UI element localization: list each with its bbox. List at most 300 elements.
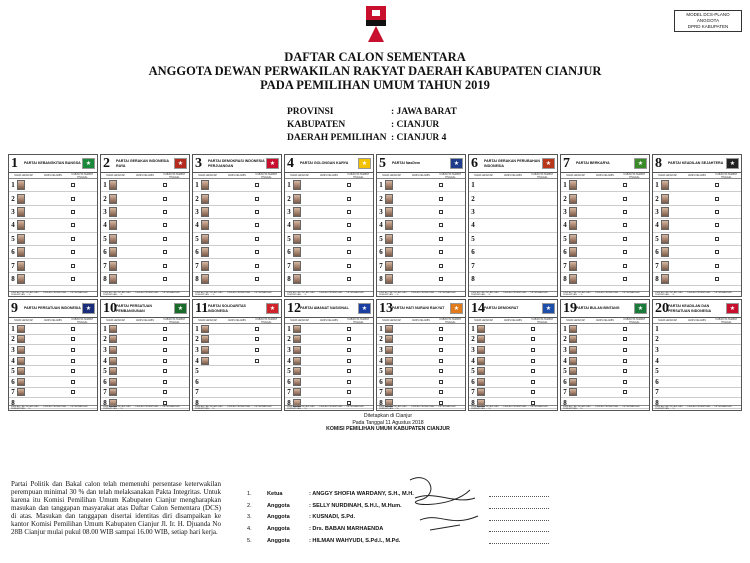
party-panel: [8, 299, 98, 411]
candidate-photo: [385, 247, 393, 257]
column-header: NAMA LENGKAP: [566, 174, 586, 177]
candidate-row: [193, 377, 281, 388]
member-role: Anggota: [267, 526, 290, 533]
gender-box: [623, 359, 627, 363]
party-header: [9, 300, 97, 318]
candidate-row: [561, 246, 649, 259]
gender-box: [531, 390, 535, 394]
candidate-photo: [17, 180, 25, 190]
candidate-number: 3: [195, 345, 199, 354]
candidate-photo: [293, 247, 301, 257]
column-header: JENIS KELAMIN: [596, 174, 614, 177]
candidate-photo: [385, 194, 393, 204]
candidate-number: 7: [655, 261, 659, 270]
party-number: 1: [11, 155, 18, 171]
gender-box: [255, 348, 259, 352]
candidate-row: [653, 366, 741, 377]
party-logo-icon: ★: [450, 158, 463, 169]
gender-box: [71, 223, 75, 227]
candidate-number: 5: [287, 367, 291, 376]
party-panel: [100, 154, 190, 297]
document-titles: [0, 50, 750, 92]
candidate-number: 8: [563, 274, 567, 283]
candidate-row: [469, 377, 557, 388]
candidate-photo: [385, 274, 393, 284]
column-header: JENIS KELAMIN: [596, 319, 614, 322]
candidate-number: 4: [379, 356, 383, 365]
candidate-number: 5: [195, 367, 199, 376]
candidate-number: 4: [563, 221, 567, 230]
model-box-line1: MODEL DCS-PLANO ANGGOTA: [686, 12, 730, 23]
candidate-row: [285, 246, 373, 259]
column-header: JENIS KELAMIN: [44, 174, 62, 177]
member-row: [247, 489, 549, 501]
candidate-row: [285, 366, 373, 377]
candidate-photo: [109, 220, 117, 230]
candidate-row: [285, 388, 373, 399]
candidate-number: 2: [11, 335, 15, 344]
gender-box: [347, 390, 351, 394]
column-header: NAMA LENGKAP: [14, 319, 34, 322]
model-box-line2: DPRD KABUPATEN: [687, 24, 729, 29]
candidate-row: [101, 192, 189, 205]
candidate-photo: [293, 234, 301, 244]
party-name: PARTAI KEBANGKITAN BANGSA: [24, 161, 81, 166]
party-logo-icon: ★: [174, 158, 187, 169]
candidate-number: 8: [471, 398, 475, 407]
candidate-photo: [477, 346, 485, 354]
candidate-number: 1: [379, 324, 383, 333]
gender-box: [255, 250, 259, 254]
gender-box: [347, 183, 351, 187]
candidate-number: 1: [471, 324, 475, 333]
party-name: PARTAI GERAKAN INDONESIA RAYA: [116, 159, 169, 168]
gender-box: [163, 183, 167, 187]
column-header: KAB/KOTA TEMPAT TINGGAL: [347, 172, 370, 179]
column-header: KAB/KOTA TEMPAT TINGGAL: [439, 172, 462, 179]
column-header: JENIS KELAMIN: [228, 319, 246, 322]
gender-box: [439, 390, 443, 394]
candidate-row: [193, 259, 281, 272]
title-line3: PADA PEMILIHAN UMUM TAHUN 2019: [260, 78, 490, 92]
panel-footer: JUMLAH CALON LAKI-LAKI : ... JUMLAH PEREMPUAN : ... KETERWAKILAN PEREMPUAN : ...%: [653, 291, 741, 296]
candidate-photo: [293, 388, 301, 396]
party-logo-icon: ★: [726, 303, 739, 314]
candidate-row: [193, 192, 281, 205]
candidate-number: 5: [563, 367, 567, 376]
candidate-row: [377, 246, 465, 259]
title-line1: DAFTAR CALON SEMENTARA: [284, 50, 466, 64]
member-name: : HILMAN WAHYUDI, S.Pd.I., M.Pd.: [309, 537, 401, 544]
candidate-number: 7: [471, 261, 475, 270]
candidate-row: [101, 219, 189, 232]
gender-box: [623, 197, 627, 201]
candidate-row: [9, 179, 97, 192]
signature-line: [489, 539, 549, 544]
candidate-photo: [293, 378, 301, 386]
column-header: NAMA LENGKAP: [474, 319, 494, 322]
candidate-row: [101, 335, 189, 346]
gender-box: [163, 277, 167, 281]
column-header: NAMA LENGKAP: [290, 319, 310, 322]
column-header: NAMA LENGKAP: [658, 319, 678, 322]
candidate-row: [469, 356, 557, 367]
candidate-number: 7: [379, 261, 383, 270]
candidate-number: 7: [195, 388, 199, 397]
party-panel: [284, 154, 374, 297]
gender-box: [439, 380, 443, 384]
party-logo-icon: ★: [358, 303, 371, 314]
gender-box: [163, 223, 167, 227]
candidate-number: 4: [471, 356, 475, 365]
gender-box: [163, 390, 167, 394]
candidate-number: 2: [287, 194, 291, 203]
candidate-photo: [17, 346, 25, 354]
candidate-photo: [477, 357, 485, 365]
candidate-row: [193, 366, 281, 377]
candidate-photo: [201, 335, 209, 343]
party-header: [193, 300, 281, 318]
column-header: KAB/KOTA TEMPAT TINGGAL: [163, 172, 186, 179]
gender-box: [439, 337, 443, 341]
gender-box: [347, 369, 351, 373]
gender-box: [531, 327, 535, 331]
party-number: 8: [655, 155, 662, 171]
gender-box: [531, 337, 535, 341]
gender-box: [255, 337, 259, 341]
column-header: JENIS KELAMIN: [412, 319, 430, 322]
candidate-photo: [17, 194, 25, 204]
party-number: 6: [471, 155, 478, 171]
panel-footer: JUMLAH CALON LAKI-LAKI : ... JUMLAH PEREMPUAN : ... KETERWAKILAN PEREMPUAN : ...%: [653, 405, 741, 410]
candidate-photo: [109, 207, 117, 217]
party-number: 7: [563, 155, 570, 171]
candidate-photo: [661, 234, 669, 244]
candidate-number: 2: [563, 335, 567, 344]
candidate-row: [561, 259, 649, 272]
candidate-row: [101, 246, 189, 259]
candidate-photo: [201, 325, 209, 333]
party-name: PARTAI DEMOKRASI INDONESIA PERJUANGAN: [208, 159, 265, 168]
candidate-number: 1: [655, 181, 659, 190]
party-number: 5: [379, 155, 386, 171]
candidate-row: [469, 273, 557, 286]
candidate-number: 7: [11, 261, 15, 270]
party-header: [377, 300, 465, 318]
candidate-row: [653, 377, 741, 388]
column-header: KAB/KOTA TEMPAT TINGGAL: [71, 172, 94, 179]
gender-box: [71, 359, 75, 363]
column-header: KAB/KOTA TEMPAT TINGGAL: [531, 317, 554, 324]
candidate-row: [653, 233, 741, 246]
party-header: [9, 155, 97, 173]
party-panel: [8, 154, 98, 297]
candidate-row: [101, 324, 189, 335]
gender-box: [347, 264, 351, 268]
panel-footer: JUMLAH CALON LAKI-LAKI : ... JUMLAH PEREMPUAN : ... KETERWAKILAN PEREMPUAN : ...%: [193, 405, 281, 410]
party-name: PARTAI AMANAT NASIONAL: [300, 306, 349, 311]
column-header: JENIS KELAMIN: [504, 174, 522, 177]
gender-box: [715, 277, 719, 281]
candidate-number: 8: [287, 274, 291, 283]
member-name: : SELLY NURDINAH, S.H.I., M.Hum.: [309, 502, 402, 509]
gender-box: [623, 380, 627, 384]
column-header: JENIS KELAMIN: [320, 319, 338, 322]
gender-box: [255, 359, 259, 363]
party-header: [377, 155, 465, 173]
party-number: 2: [103, 155, 110, 171]
candidate-row: [469, 206, 557, 219]
column-header: JENIS KELAMIN: [688, 319, 706, 322]
column-header: KAB/KOTA TEMPAT TINGGAL: [715, 172, 738, 179]
candidate-photo: [17, 261, 25, 271]
candidate-photo: [201, 180, 209, 190]
column-header: KAB/KOTA TEMPAT TINGGAL: [623, 172, 646, 179]
candidate-number: 6: [471, 377, 475, 386]
candidate-photo: [17, 220, 25, 230]
candidate-number: 1: [103, 181, 107, 190]
candidate-row: [101, 345, 189, 356]
candidate-number: 8: [287, 398, 291, 407]
gender-box: [347, 223, 351, 227]
gender-box: [439, 348, 443, 352]
candidate-row: [193, 179, 281, 192]
candidate-row: [469, 179, 557, 192]
candidate-number: 7: [195, 261, 199, 270]
candidate-row: [9, 219, 97, 232]
candidate-photo: [17, 274, 25, 284]
column-header: JENIS KELAMIN: [136, 319, 154, 322]
candidate-number: 3: [379, 345, 383, 354]
column-header: NAMA LENGKAP: [106, 174, 126, 177]
candidate-photo: [661, 180, 669, 190]
candidate-photo: [109, 325, 117, 333]
candidate-number: 1: [195, 324, 199, 333]
gender-box: [163, 337, 167, 341]
panel-footer: JUMLAH CALON LAKI-LAKI : ... JUMLAH PEREMPUAN : ... KETERWAKILAN PEREMPUAN : ...%: [101, 405, 189, 410]
candidate-number: 7: [287, 388, 291, 397]
gender-box: [439, 277, 443, 281]
gender-box: [163, 359, 167, 363]
column-header: JENIS KELAMIN: [412, 174, 430, 177]
candidate-row: [9, 377, 97, 388]
panel-footer: JUMLAH CALON LAKI-LAKI : ... JUMLAH PEREMPUAN : ... KETERWAKILAN PEREMPUAN : ...%: [101, 291, 189, 296]
candidate-photo: [17, 325, 25, 333]
candidate-row: [193, 324, 281, 335]
member-number: 1.: [247, 491, 252, 498]
candidate-number: 8: [11, 274, 15, 283]
candidate-number: 5: [655, 367, 659, 376]
gender-box: [531, 348, 535, 352]
gender-box: [347, 197, 351, 201]
candidate-row: [101, 233, 189, 246]
gender-box: [347, 359, 351, 363]
candidate-row: [193, 388, 281, 399]
candidate-row: [377, 259, 465, 272]
gender-box: [163, 380, 167, 384]
candidate-row: [9, 388, 97, 399]
candidate-row: [377, 377, 465, 388]
candidate-photo: [661, 247, 669, 257]
candidate-number: 3: [287, 345, 291, 354]
candidate-number: 5: [11, 234, 15, 243]
candidate-photo: [109, 346, 117, 354]
candidate-row: [9, 324, 97, 335]
member-name: : KUSNADI, S.Pd.: [309, 514, 355, 521]
gender-box: [255, 237, 259, 241]
candidate-photo: [201, 357, 209, 365]
candidate-photo: [569, 180, 577, 190]
panel-footer: JUMLAH CALON LAKI-LAKI : ... JUMLAH PEREMPUAN : ... KETERWAKILAN PEREMPUAN : ...%: [285, 405, 373, 410]
party-number: 3: [195, 155, 202, 171]
gender-box: [163, 348, 167, 352]
column-header: NAMA LENGKAP: [198, 319, 218, 322]
candidate-row: [9, 246, 97, 259]
party-number: 11: [195, 300, 209, 316]
candidate-row: [193, 345, 281, 356]
sign-place: Ditetapkan di Cianjur: [363, 413, 413, 419]
candidate-row: [101, 273, 189, 286]
signature-line: [489, 492, 549, 497]
gender-box: [71, 337, 75, 341]
party-number: 14: [471, 300, 485, 316]
gender-box: [531, 380, 535, 384]
candidate-number: 4: [11, 221, 15, 230]
gender-box: [715, 250, 719, 254]
candidate-number: 8: [103, 398, 107, 407]
candidate-number: 8: [195, 398, 199, 407]
candidate-number: 7: [655, 388, 659, 397]
panel-footer: JUMLAH CALON LAKI-LAKI : ... JUMLAH PEREMPUAN : ... KETERWAKILAN PEREMPUAN : ...%: [377, 405, 465, 410]
party-logo-icon: ★: [634, 303, 647, 314]
candidate-number: 8: [11, 398, 15, 407]
candidate-row: [285, 259, 373, 272]
candidate-row: [469, 388, 557, 399]
candidate-photo: [201, 220, 209, 230]
title-line2: ANGGOTA DEWAN PERWAKILAN RAKYAT DAERAH KABUPATEN CIANJUR: [148, 64, 602, 78]
candidate-row: [9, 335, 97, 346]
panel-footer: JUMLAH CALON LAKI-LAKI : ... JUMLAH PEREMPUAN : ... KETERWAKILAN PEREMPUAN : ...%: [377, 291, 465, 296]
gender-box: [255, 223, 259, 227]
party-name: PARTAI NasDem: [392, 161, 421, 166]
signature-block: [318, 413, 458, 433]
member-row: [247, 512, 549, 524]
candidate-number: 1: [563, 181, 567, 190]
party-panel: [192, 154, 282, 297]
candidate-photo: [569, 234, 577, 244]
panel-footer: JUMLAH CALON LAKI-LAKI : ... JUMLAH PEREMPUAN : ... KETERWAKILAN PEREMPUAN : ...%: [285, 291, 373, 296]
candidate-row: [561, 206, 649, 219]
column-header: NAMA LENGKAP: [658, 174, 678, 177]
candidate-row: [9, 206, 97, 219]
candidate-photo: [17, 357, 25, 365]
candidate-number: 4: [103, 356, 107, 365]
candidate-number: 5: [655, 234, 659, 243]
party-panel: [652, 154, 742, 297]
party-number: 4: [287, 155, 294, 171]
member-name: : Drs. BABAN MARHAENDA: [309, 526, 384, 533]
candidate-number: 4: [471, 221, 475, 230]
candidate-row: [377, 206, 465, 219]
candidate-photo: [569, 274, 577, 284]
gender-box: [255, 210, 259, 214]
candidate-number: 6: [379, 248, 383, 257]
candidate-number: 5: [287, 234, 291, 243]
candidate-row: [561, 192, 649, 205]
candidate-number: 6: [287, 248, 291, 257]
candidate-row: [9, 356, 97, 367]
member-role: Anggota: [267, 514, 290, 521]
candidate-photo: [109, 367, 117, 375]
candidate-photo: [293, 357, 301, 365]
candidate-number: 3: [287, 207, 291, 216]
sign-date: Pada Tanggal 11 Agustus 2018: [352, 419, 424, 426]
gender-box: [439, 237, 443, 241]
candidate-row: [193, 233, 281, 246]
candidate-number: 1: [103, 324, 107, 333]
candidate-row: [377, 366, 465, 377]
candidate-number: 6: [103, 377, 107, 386]
candidate-row: [653, 246, 741, 259]
candidate-number: 1: [287, 324, 291, 333]
signature-line: [489, 516, 549, 521]
candidate-row: [377, 179, 465, 192]
column-header: JENIS KELAMIN: [44, 319, 62, 322]
candidate-photo: [385, 335, 393, 343]
candidate-photo: [477, 325, 485, 333]
gender-box: [623, 237, 627, 241]
gender-box: [439, 359, 443, 363]
candidate-row: [101, 206, 189, 219]
candidate-photo: [109, 261, 117, 271]
candidate-row: [561, 219, 649, 232]
candidate-row: [469, 233, 557, 246]
column-header: KAB/KOTA TEMPAT TINGGAL: [163, 317, 186, 324]
party-number: 10: [103, 300, 117, 316]
candidate-photo: [17, 378, 25, 386]
gender-box: [255, 327, 259, 331]
candidate-number: 1: [471, 181, 475, 190]
party-name: PARTAI BULAN BINTANG: [576, 306, 620, 311]
candidate-photo: [569, 367, 577, 375]
gender-box: [347, 237, 351, 241]
member-name: : ANGGY SHOFIA WARDANY, S.H., M.H.: [309, 491, 414, 498]
kabupaten-label: KABUPATEN: [287, 120, 346, 130]
party-number: 20: [655, 300, 669, 316]
candidate-photo: [109, 357, 117, 365]
column-header: KAB/KOTA TEMPAT TINGGAL: [71, 317, 94, 324]
gender-box: [623, 223, 627, 227]
column-header: KAB/KOTA TEMPAT TINGGAL: [255, 172, 278, 179]
candidate-number: 4: [287, 221, 291, 230]
gender-box: [623, 390, 627, 394]
candidate-photo: [385, 325, 393, 333]
candidate-photo: [201, 346, 209, 354]
candidate-row: [469, 246, 557, 259]
candidate-number: 6: [379, 377, 383, 386]
candidate-photo: [293, 325, 301, 333]
gender-box: [439, 223, 443, 227]
candidate-row: [377, 324, 465, 335]
member-row: [247, 524, 549, 536]
candidate-row: [285, 345, 373, 356]
candidate-photo: [17, 367, 25, 375]
candidate-row: [285, 233, 373, 246]
gender-box: [715, 223, 719, 227]
party-name: PARTAI BERKARYA: [576, 161, 610, 166]
gender-box: [163, 237, 167, 241]
party-name: PARTAI GERAKAN PERUBAHAN INDONESIA: [484, 159, 540, 168]
